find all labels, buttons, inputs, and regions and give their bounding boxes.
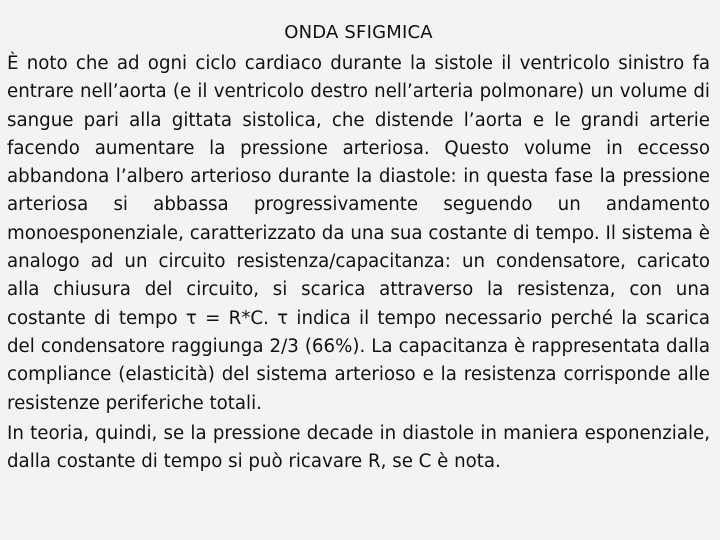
paragraph-conclusion: In teoria, quindi, se la pressione decade in diastole in maniera esponenziale, dalla costante di tempo si può ricavare R, se C è nota.	[7, 422, 710, 473]
slide-title: ONDA SFIGMICA	[284, 22, 433, 43]
paragraph-main: È noto che ad ogni ciclo cardiaco durante la sistole il ventricolo sinistro fa entrare nell’aorta (e il ventricolo destro nell’arteria polmonare) un volume di sangue pari alla gittata sistolica, che distende l’aorta e le grandi arterie facendo aumentare la pressione arteriosa. Questo volume in eccesso abbandona l’albero arterioso durante la diastole: in questa fase la pressione arteriosa si abbassa progressivamente seguendo un andamento monoesponenziale, caratterizzato da una sua costante di tempo. Il sistema è analogo ad un circuito resistenza/capacitanza: un condensatore, caricato alla chiusura del circuito, si scarica attraverso la resistenza, con una costante di tempo τ = R*C. τ indica il tempo necessario perché la scarica del condensatore raggiunga 2/3 (66%). La capacitanza è rappresentata dalla compliance (elasticità) del sistema arterioso e la resistenza corrisponde alle resistenze periferiche totali.	[7, 53, 710, 414]
